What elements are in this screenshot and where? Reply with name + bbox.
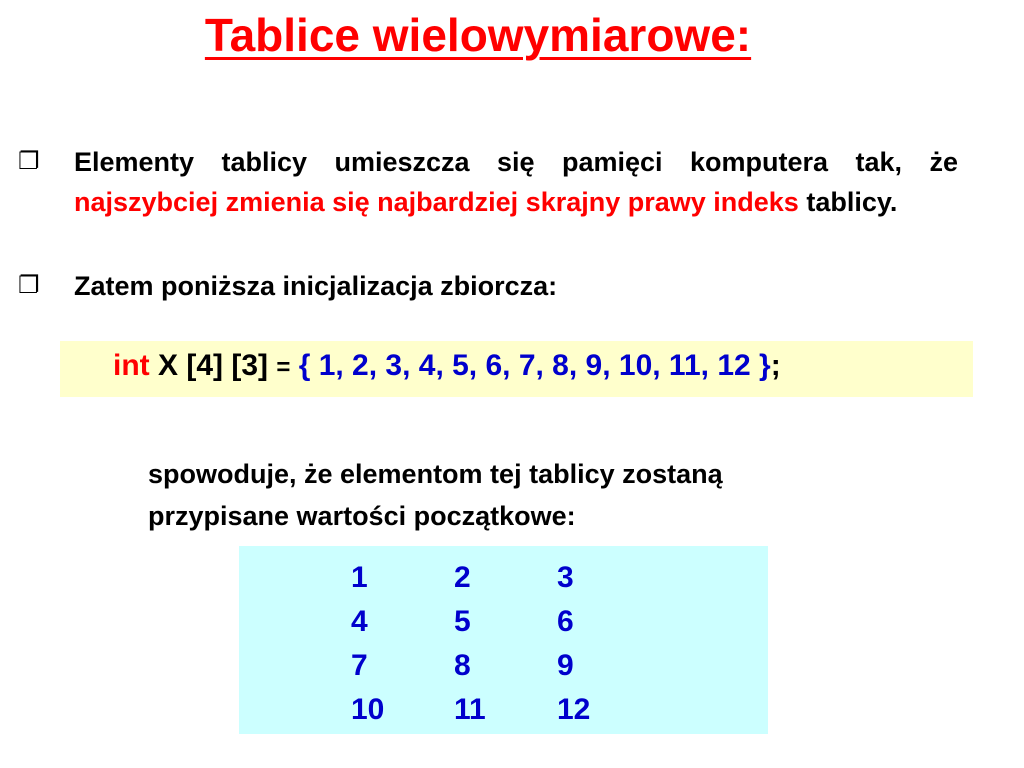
matrix-cell: 9	[557, 649, 574, 682]
description	[148, 453, 908, 537]
matrix-table	[351, 556, 660, 732]
bullet-item-2	[18, 266, 958, 306]
bullet-1-emphasis: najszybciej zmienia się najbardziej skrajny prawy indeks	[74, 187, 799, 217]
matrix-cell: 3	[557, 561, 574, 594]
bullet-1-part-1: Elementy tablicy umieszcza się pamięci komputera tak, że	[74, 147, 958, 177]
matrix-row	[351, 556, 660, 600]
code-semicolon: ;	[770, 349, 781, 382]
matrix-row	[351, 644, 660, 688]
matrix-cell: 8	[454, 649, 471, 682]
code-declaration: X [4] [3]	[149, 349, 277, 382]
matrix-row	[351, 688, 660, 732]
description-line-2: przypisane wartości początkowe:	[148, 501, 576, 531]
matrix-cell: 2	[454, 561, 471, 594]
bullet-text-2: Zatem poniższa inicjalizacja zbiorcza:	[74, 271, 558, 301]
code-equals: =	[276, 354, 291, 381]
page-title: Tablice wielowymiarowe:	[204, 9, 752, 61]
matrix-cell: 5	[454, 605, 471, 638]
matrix-cell: 7	[351, 649, 368, 682]
matrix-cell: 11	[454, 693, 486, 726]
matrix-cell: 1	[351, 561, 368, 594]
bullet-1-part-3: tablicy.	[798, 187, 898, 217]
matrix-cell: 10	[351, 693, 385, 726]
checkbox-bullet-icon: ❐	[18, 272, 40, 299]
checkbox-bullet-icon: ❐	[18, 148, 40, 175]
matrix-cell: 4	[351, 605, 368, 638]
matrix-row	[351, 600, 660, 644]
matrix-cell: 12	[557, 693, 591, 726]
code-initializer: { 1, 2, 3, 4, 5, 6, 7, 8, 9, 10, 11, 12 }	[290, 349, 771, 382]
bullet-item-1	[18, 142, 958, 222]
matrix-cell: 6	[557, 605, 574, 638]
description-line-1: spowoduje, że elementom tej tablicy zostaną	[148, 459, 723, 489]
bullet-text-1	[74, 142, 958, 222]
code-line	[113, 349, 781, 383]
code-keyword: int	[113, 349, 150, 382]
